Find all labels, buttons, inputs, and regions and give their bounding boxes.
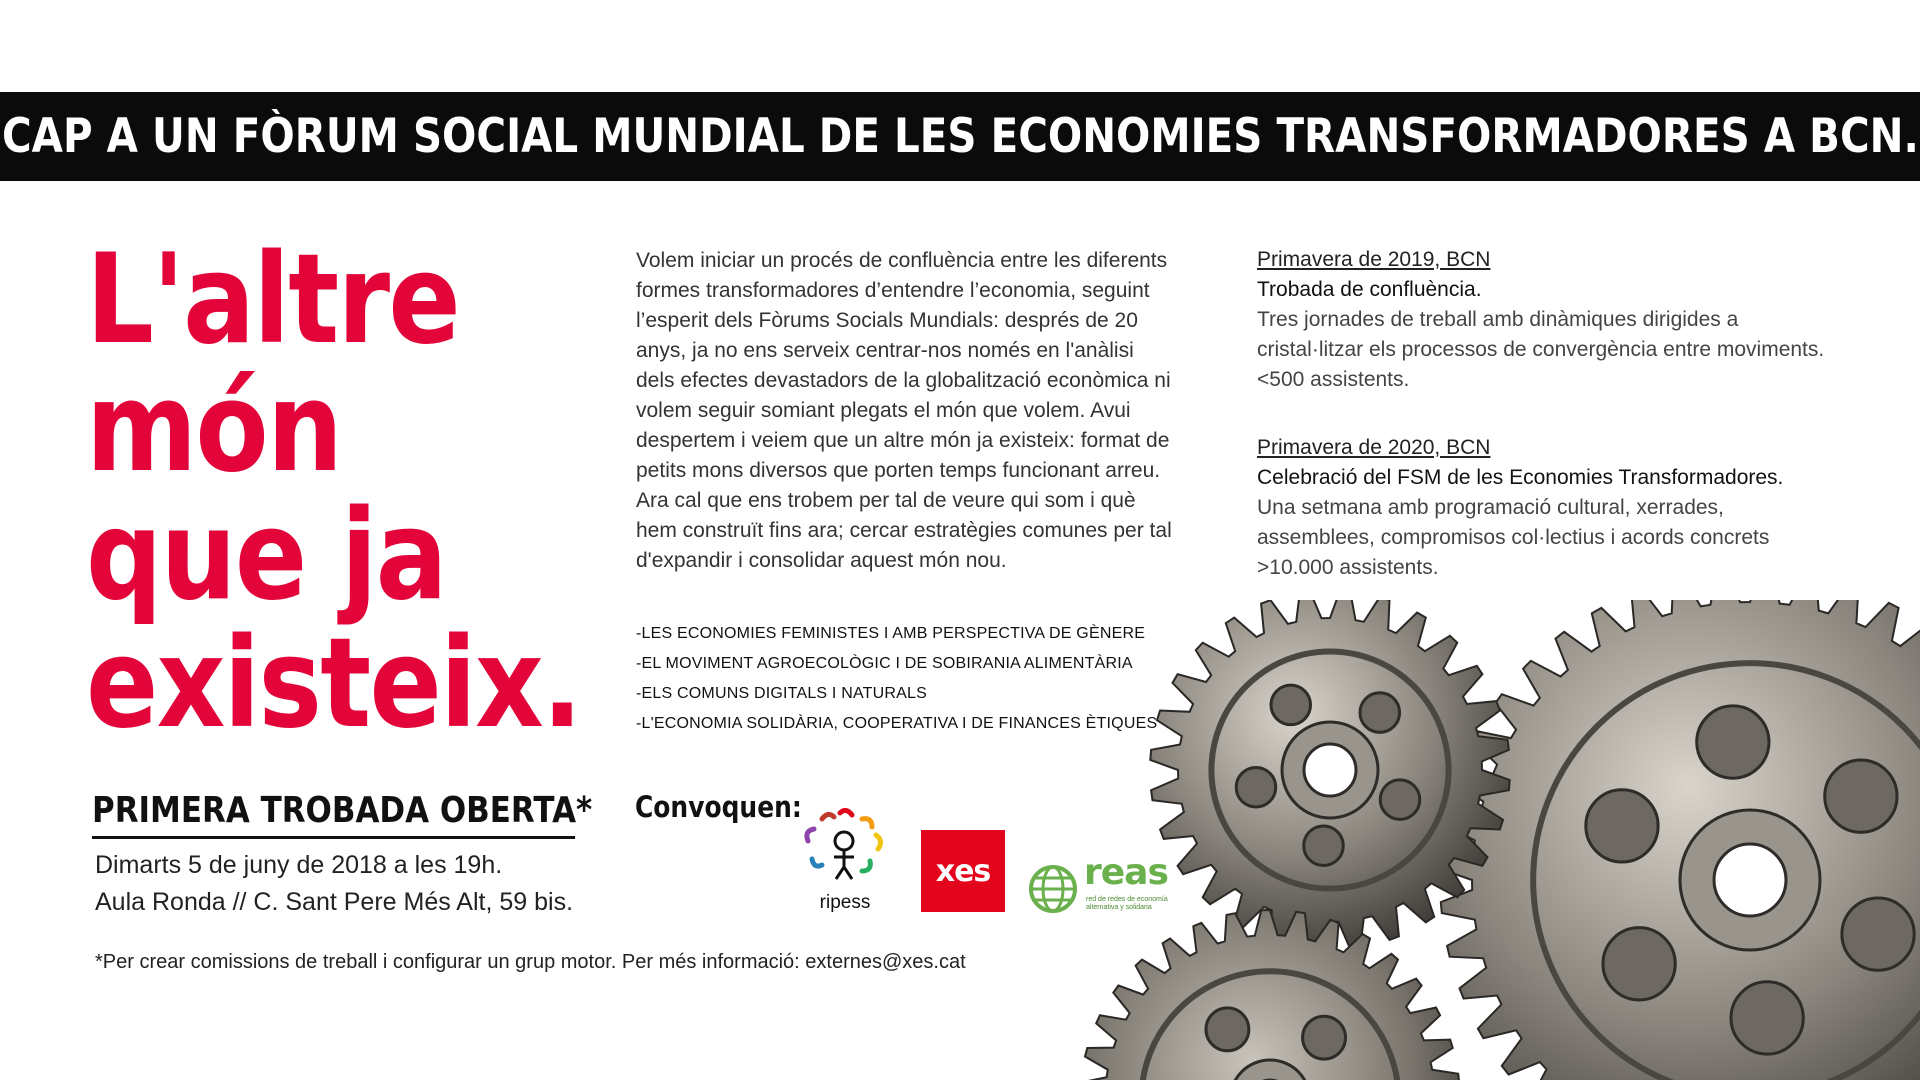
event-date: Dimarts 5 de juny de 2018 a les 19h. [95,851,503,879]
gear-bottom-icon [1080,910,1460,1080]
reas-tagline-line: alternativa y solidaria [1086,904,1152,911]
ripess-logo [800,805,890,915]
schedule-period: Primavera de 2020, BCN [1257,436,1491,459]
headline [86,228,581,756]
schedule-period: Primavera de 2019, BCN [1257,248,1491,271]
schedule-event: Trobada de confluència. [1257,278,1482,301]
topic-item: -EL MOVIMENT AGROECOLÒGIC I DE SOBIRANIA ALIMENTÀRIA [636,655,1133,672]
schedule-description: Una setmana amb programació cultural, xerrades, assemblees, compromisos col·lectius i acords concrets [1257,496,1770,549]
event-title: PRIMERA TROBADA OBERTA* [92,790,593,831]
gear-large-icon [1440,600,1920,1080]
schedule-attendees: <500 assistents. [1257,368,1410,391]
headline-line: món [86,356,342,500]
headline-line: L'altre [86,228,459,372]
reas-tagline-line: red de redes de economía [1086,896,1168,903]
ripess-star-icon [800,805,890,885]
schedule-item [1257,245,1837,395]
xes-wordmark: xes [935,853,991,889]
topic-item: -LES ECONOMIES FEMINISTES I AMB PERSPECTIVA DE GÈNERE [636,625,1146,642]
schedule-event: Celebració del FSM de les Economies Transformadores. [1257,466,1784,489]
footnote: *Per crear comissions de treball i configurar un grup motor. Per més informació: externes@xes.cat [95,951,966,973]
xes-logo [921,830,1005,912]
headline-line: que ja [86,484,446,628]
schedule-description: Tres jornades de treball amb dinàmiques dirigides a cristal·litzar els processos de convergència entre moviments. [1257,308,1825,361]
header-banner [0,92,1920,181]
event-title-underline [92,836,575,839]
banner-title: CAP A UN FÒRUM SOCIAL MUNDIAL DE LES ECONOMIES TRANSFORMADORES A BCN. [1,109,1919,164]
intro-paragraph: Volem iniciar un procés de confluència entre les diferents formes transformadores d’entendre l’economia, seguint l’esperit dels Fòrums Socials Mundials: després de 20 anys, ja no ens serveix centrar-nos només en l'anàlisi dels efectes devastadors de la globalització econòmica ni volem seguir somiant plegats el món que volem. Avui despertem i veiem que un altre món ja existeix: format de petits mons diversos que porten temps funcionant arreu. Ara cal que ens trobem per tal de veure qui som i què hem construït fins ara; cercar estratègies comunes per tal d'expandir i consolidar aquest món nou. [636,249,1172,572]
topic-item: -L'ECONOMIA SOLIDÀRIA, COOPERATIVA I DE FINANCES ÈTIQUES [636,715,1158,732]
gears-illustration [1000,600,1920,1080]
schedule-item [1257,433,1837,583]
convoquen-label: Convoquen: [635,790,802,824]
schedule-attendees: >10.000 assistents. [1257,556,1439,579]
gear-medium-icon [1150,600,1509,950]
ripess-wordmark: ripess [819,892,871,913]
reas-wordmark: reas [1084,852,1168,893]
event-place: Aula Ronda // C. Sant Pere Més Alt, 59 bis. [95,888,574,916]
headline-line: existeix. [86,612,581,756]
topic-item: -ELS COMUNS DIGITALS I NATURALS [636,685,927,702]
